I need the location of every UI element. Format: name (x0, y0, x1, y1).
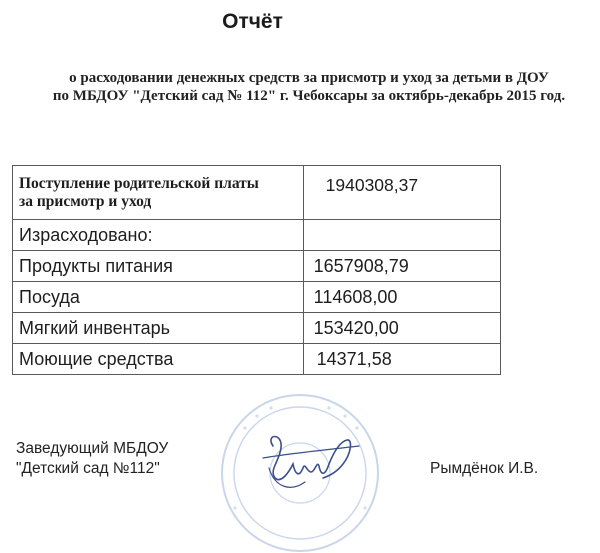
income-label (13, 166, 304, 220)
row-value: 114608,00 (303, 282, 500, 313)
row-value: 153420,00 (303, 313, 500, 344)
row-label: Израсходовано: (13, 220, 304, 251)
table-row (13, 282, 501, 313)
signer-position (16, 439, 168, 479)
row-label: Продукты питания (13, 251, 304, 282)
subtitle-line-1: о расходовании денежных средств за присмотр и уход за детьми в ДОУ (69, 70, 549, 86)
report-table (12, 165, 501, 375)
handwritten-signature-icon (255, 428, 365, 498)
signer-name: Рымдёнок И.В. (430, 460, 539, 477)
row-value (303, 220, 500, 251)
income-label-line-1: Поступление родительской платы (19, 174, 259, 192)
table-row (13, 344, 501, 375)
row-value: 1657908,79 (303, 251, 500, 282)
table-row-income (13, 166, 501, 220)
table-row (13, 220, 501, 251)
table-row (13, 251, 501, 282)
income-value: 1940308,37 (303, 166, 500, 220)
document-title: Отчёт (222, 10, 283, 33)
signer-position-line-2: "Детский сад №112" (16, 460, 160, 477)
row-label: Моющие средства (13, 344, 304, 375)
signer-position-line-1: Заведующий МБДОУ (16, 440, 169, 457)
row-value: 14371,58 (303, 344, 500, 375)
row-label: Мягкий инвентарь (13, 313, 304, 344)
subtitle-line-2: по МБДОУ "Детский сад № 112" г. Чебоксары за октябрь-декабрь 2015 год. (52, 88, 566, 104)
income-label-line-2: за присмотр и уход (19, 192, 152, 210)
row-label: Посуда (13, 282, 304, 313)
document-subtitle (0, 69, 600, 105)
table-row (13, 313, 501, 344)
